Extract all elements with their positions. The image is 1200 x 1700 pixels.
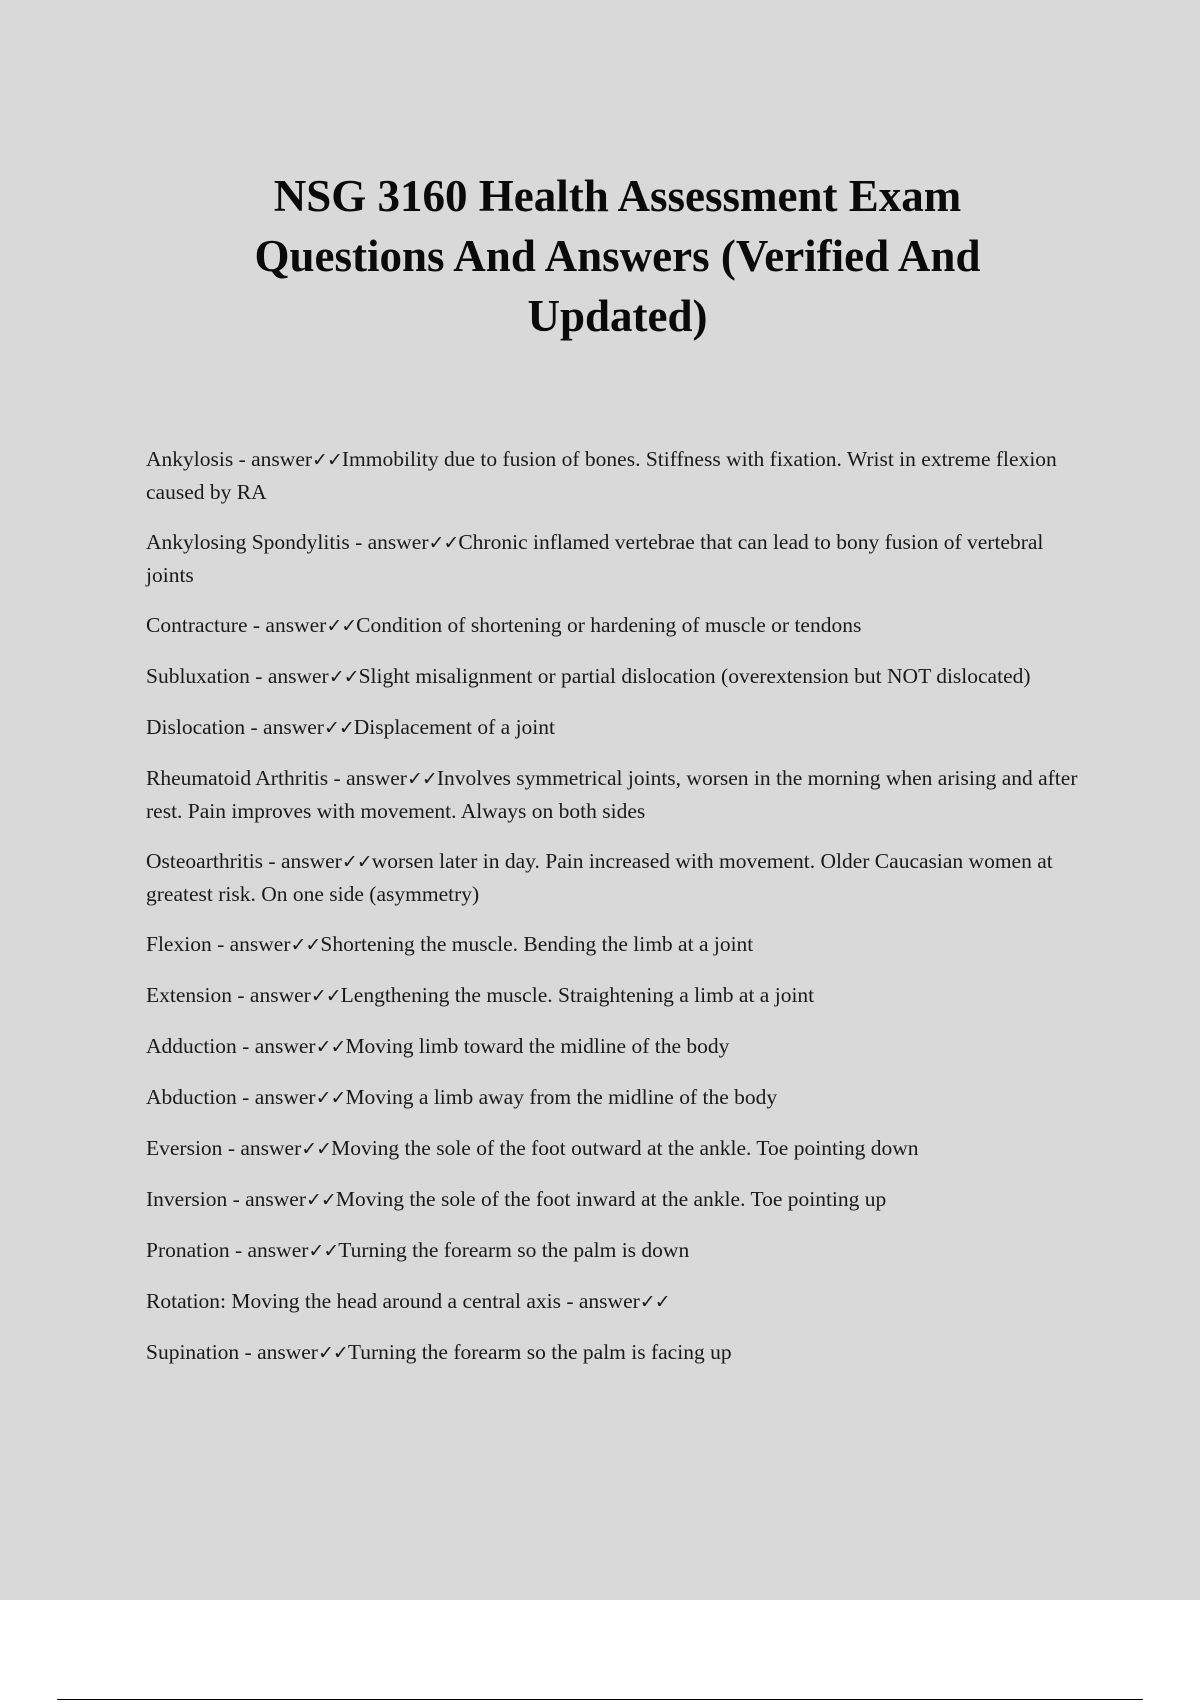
check-icon: ✓✓ [328, 666, 359, 688]
qa-definition: Displacement of a joint [353, 715, 555, 739]
answer-separator: - answer [349, 530, 429, 554]
qa-definition: Moving limb toward the midline of the body [345, 1034, 730, 1058]
qa-definition: Moving the sole of the foot outward at the ankle. Toe pointing down [331, 1136, 919, 1160]
qa-definition: Chronic inflamed vertebrae that can lead to bony fusion of vertebral joints [146, 530, 1044, 587]
qa-definition: Moving the sole of the foot inward at the ankle. Toe pointing up [335, 1187, 887, 1211]
qa-term: Adduction [146, 1034, 237, 1058]
answer-separator: - answer [229, 1238, 309, 1262]
answer-separator: - answer [236, 1085, 316, 1109]
qa-list [146, 443, 1086, 1387]
qa-term: Flexion [146, 932, 212, 956]
answer-separator: - answer [227, 1187, 307, 1211]
qa-item [146, 1081, 1086, 1114]
qa-term: Contracture [146, 613, 248, 637]
check-icon: ✓✓ [315, 1087, 346, 1109]
answer-separator: - answer [222, 1136, 302, 1160]
qa-term: Abduction [146, 1085, 237, 1109]
answer-separator: - answer [211, 932, 291, 956]
qa-term: Ankylosing Spondylitis [146, 530, 350, 554]
title-line: Questions And Answers (Verified And [254, 231, 981, 281]
qa-definition: Lengthening the muscle. Straightening a limb at a joint [340, 983, 815, 1007]
qa-definition: Shortening the muscle. Bending the limb at a joint [320, 932, 754, 956]
qa-item [146, 845, 1086, 910]
qa-item [146, 1234, 1086, 1267]
qa-term: Dislocation [146, 715, 246, 739]
answer-separator: - answer [263, 849, 342, 873]
qa-term: Subluxation [146, 664, 250, 688]
qa-term: Extension [146, 983, 232, 1007]
check-icon: ✓✓ [428, 532, 459, 554]
check-icon: ✓✓ [323, 717, 354, 739]
qa-term: Rotation: Moving the head around a central axis [146, 1289, 561, 1313]
check-icon: ✓✓ [315, 1036, 346, 1058]
check-icon: ✓✓ [306, 1189, 336, 1211]
qa-term: Pronation [146, 1238, 230, 1262]
answer-separator: - answer [247, 613, 327, 637]
qa-definition: Slight misalignment or partial dislocation (overextension but NOT dislocated) [358, 664, 1031, 688]
qa-definition: Immobility due to fusion of bones. Stiffness with fixation. Wrist in extreme flexion caused by RA [146, 447, 1057, 504]
qa-item [146, 1183, 1086, 1216]
qa-item [146, 1030, 1086, 1063]
qa-item [146, 526, 1086, 591]
check-icon: ✓✓ [317, 1342, 348, 1364]
check-icon: ✓✓ [639, 1291, 670, 1313]
qa-definition: Involves symmetrical joints, worsen in the morning when arising and after rest. Pain improves with movement. Always on both sides [146, 766, 1078, 823]
qa-definition: Condition of shortening or hardening of muscle or tendons [356, 613, 862, 637]
qa-definition: worsen later in day. Pain increased with movement. Older Caucasian women at greatest risk. On one side (asymmetry) [146, 849, 1053, 906]
qa-term: Inversion [146, 1187, 228, 1211]
qa-definition: Turning the forearm so the palm is facing up [347, 1340, 732, 1364]
qa-item [146, 711, 1086, 744]
check-icon: ✓✓ [312, 449, 342, 471]
qa-item [146, 762, 1086, 827]
qa-item [146, 979, 1086, 1012]
qa-item [146, 443, 1086, 508]
check-icon: ✓✓ [308, 1240, 339, 1262]
qa-item [146, 1285, 1086, 1318]
check-icon: ✓✓ [290, 934, 321, 956]
qa-term: Rheumatoid Arthritis [146, 766, 329, 790]
check-icon: ✓✓ [326, 615, 357, 637]
answer-separator: - answer [328, 766, 407, 790]
qa-item [146, 1132, 1086, 1165]
answer-separator: - answer [239, 1340, 318, 1364]
qa-term: Ankylosis [146, 447, 234, 471]
answer-separator: - answer [245, 715, 324, 739]
document-title [160, 166, 1075, 346]
answer-separator: - answer [560, 1289, 640, 1313]
qa-definition: Moving a limb away from the midline of the body [345, 1085, 778, 1109]
qa-definition: Turning the forearm so the palm is down [338, 1238, 690, 1262]
check-icon: ✓✓ [310, 985, 341, 1007]
answer-separator: - answer [233, 447, 313, 471]
qa-term: Supination [146, 1340, 240, 1364]
check-icon: ✓✓ [406, 768, 437, 790]
qa-item [146, 660, 1086, 693]
qa-item [146, 609, 1086, 642]
qa-item [146, 1336, 1086, 1369]
check-icon: ✓✓ [301, 1138, 332, 1160]
answer-separator: - answer [249, 664, 329, 688]
answer-separator: - answer [236, 1034, 316, 1058]
qa-item [146, 928, 1086, 961]
check-icon: ✓✓ [341, 851, 372, 873]
title-line: Updated) [527, 291, 708, 341]
title-line: NSG 3160 Health Assessment Exam [273, 171, 962, 221]
qa-term: Eversion [146, 1136, 223, 1160]
answer-separator: - answer [232, 983, 311, 1007]
qa-term: Osteoarthritis [146, 849, 264, 873]
